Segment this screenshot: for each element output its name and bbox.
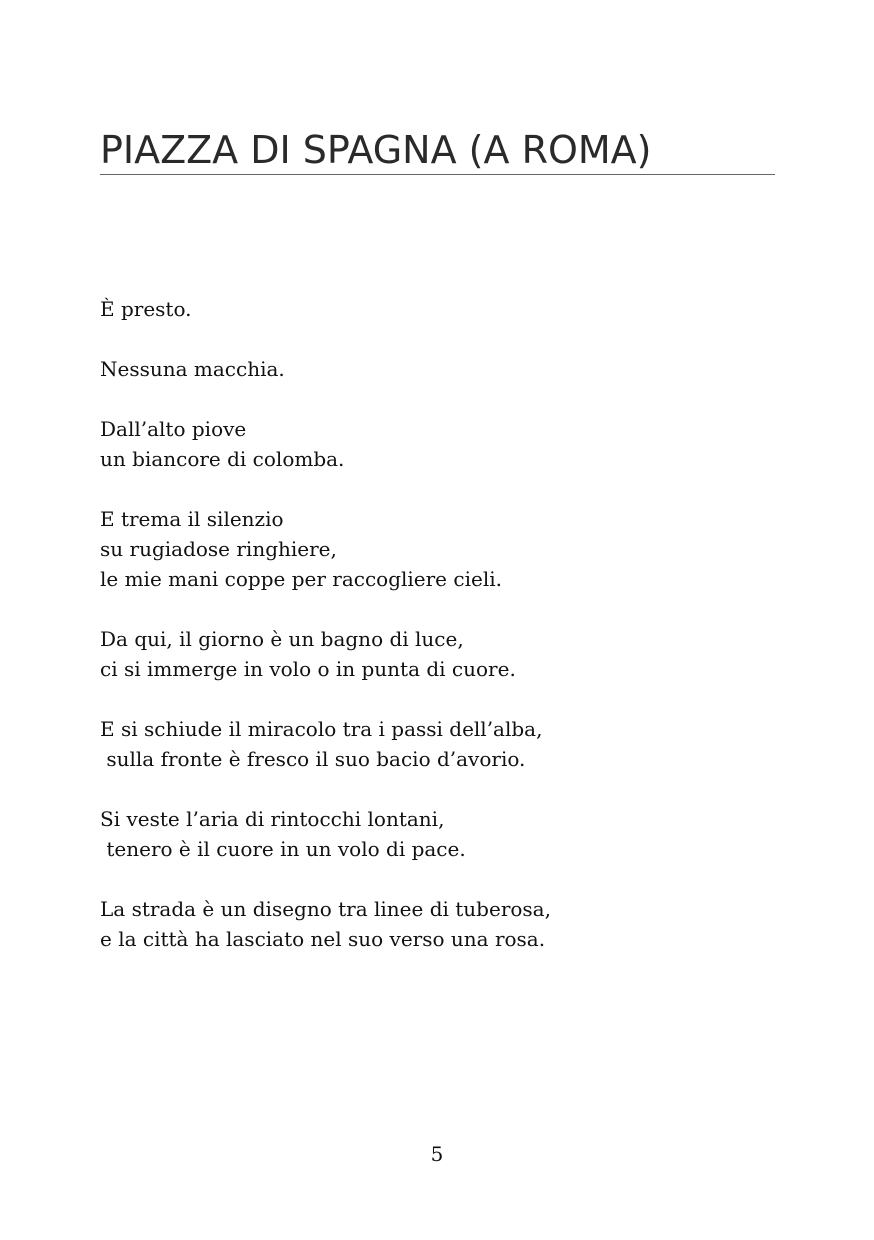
poem-line: tenero è il cuore in un volo di pace.	[100, 837, 466, 861]
poem-line: E si schiude il miracolo tra i passi dell’alba,	[100, 717, 543, 741]
poem-line: le mie mani coppe per raccogliere cieli.	[100, 567, 502, 591]
poem-line: un biancore di colomba.	[100, 447, 345, 471]
stanza	[100, 714, 780, 774]
stanza	[100, 414, 780, 474]
stanza	[100, 294, 780, 324]
page-title: PIAZZA DI SPAGNA (A ROMA)	[100, 128, 652, 172]
stanza	[100, 624, 780, 684]
poem-line: Dall’alto piove	[100, 417, 247, 441]
poem-line: Si veste l’aria di rintocchi lontani,	[100, 807, 445, 831]
poem-line: su rugiadose ringhiere,	[100, 537, 337, 561]
poem-line: sulla fronte è fresco il suo bacio d’avorio.	[100, 747, 526, 771]
poem-line: È presto.	[100, 297, 192, 321]
stanza	[100, 354, 780, 384]
title-underline	[100, 174, 775, 175]
poem-line: La strada è un disegno tra linee di tuberosa,	[100, 897, 551, 921]
stanza	[100, 804, 780, 864]
poem-line: E trema il silenzio	[100, 507, 284, 531]
poem-body	[100, 294, 780, 984]
poem-line: ci si immerge in volo o in punta di cuore.	[100, 657, 516, 681]
title-block	[100, 128, 775, 175]
stanza	[100, 894, 780, 954]
poem-line: Nessuna macchia.	[100, 357, 285, 381]
poem-line: Da qui, il giorno è un bagno di luce,	[100, 627, 464, 651]
page-number: 5	[430, 1142, 444, 1166]
stanza	[100, 504, 780, 594]
poem-line: e la città ha lasciato nel suo verso una rosa.	[100, 927, 546, 951]
